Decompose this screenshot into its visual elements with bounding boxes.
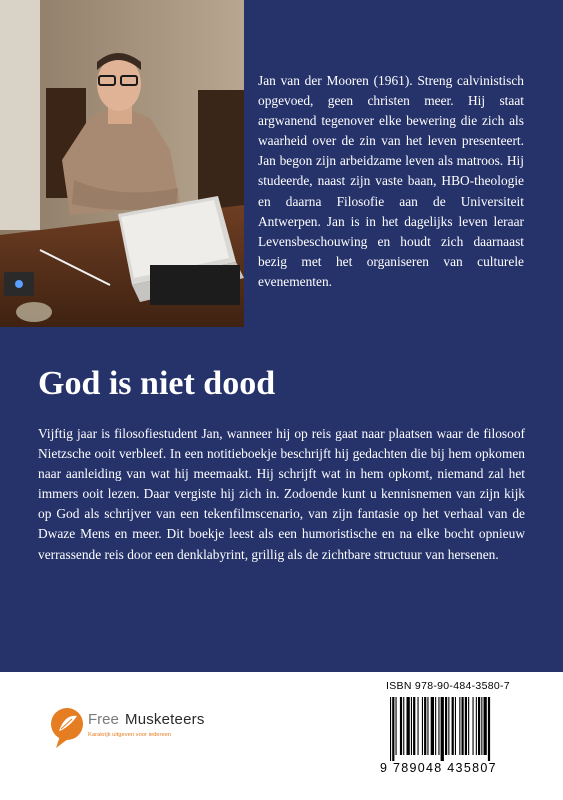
barcode-bar bbox=[459, 697, 460, 755]
barcode-bar bbox=[422, 697, 423, 755]
barcode-icon bbox=[388, 697, 528, 761]
author-photo bbox=[0, 0, 244, 327]
barcode-bar bbox=[441, 697, 444, 761]
author-bio: Jan van der Mooren (1961). Streng calvinistisch opgevoed, geen christen meer. Hij staat argwanend tegenover elke bewering die zich als waarheid over de zin van het leven presenteert. Jan begon zijn arbeidzame leven als matroos. Hij studeerde, naast zijn vaste baan, HBO-theologie en daarna Filosofie aan de Universiteit Antwerpen. Jan is in het dagelijks leven leraar Levensbeschouwing en houdt zich daarnaast bezig met het organiseren van culturele evenementen. bbox=[258, 73, 524, 289]
barcode-bar bbox=[476, 697, 477, 755]
barcode-bar bbox=[473, 697, 474, 755]
publisher-name-musketeers: Musketeers bbox=[125, 711, 205, 728]
barcode-bar bbox=[448, 697, 449, 755]
publisher-name-free: Free bbox=[88, 711, 119, 728]
isbn-barcode-box bbox=[380, 677, 537, 785]
barcode-bar bbox=[390, 697, 391, 761]
barcode-bar bbox=[431, 697, 434, 755]
barcode-bar bbox=[452, 697, 454, 755]
barcode-bar bbox=[488, 697, 490, 761]
feather-icon bbox=[48, 704, 88, 752]
barcode-bar bbox=[455, 697, 456, 755]
book-blurb: Vijftig jaar is filosofiestudent Jan, wanneer hij op reis gaat naar plaatsen waar de filosoof Nietzsche ooit verbleef. In een notitieboekje beschrijft hij gedachten die bij hem opkomen naar aanleiding van wat hij meemaakt. Hij schrijft wat in hem opkomt, niemand zal het immers ooit lezen. Daar vergiste hij zich in. Zodoende kunt u kennisnemen van zijn kijk op God als schrijver van een tekenfilmscenario, van zijn fantasie op het verhaal van de Dwaze Mens en meer. Dit boekje leest als een humoristische en na elke bocht opnieuw verrassende reis door een denklabyrint, grillig als de zichtbare structuur van hersenen. bbox=[38, 426, 525, 562]
barcode-bar bbox=[462, 697, 464, 755]
barcode-bar bbox=[438, 697, 439, 755]
barcode-bar bbox=[427, 697, 428, 755]
barcode-bar bbox=[424, 697, 426, 755]
barcode-bar bbox=[465, 697, 467, 755]
isbn-digits: 9 789048 435807 bbox=[380, 761, 497, 775]
barcode-bar bbox=[411, 697, 412, 755]
barcode-bar bbox=[400, 697, 402, 755]
publisher-tagline: Karakrijk uitgeven voor iedereen bbox=[88, 732, 172, 738]
barcode-bar bbox=[396, 697, 397, 755]
barcode-bar bbox=[435, 697, 436, 755]
barcode-bar bbox=[484, 697, 487, 755]
barcode-bar bbox=[392, 697, 394, 761]
publisher-logo bbox=[48, 704, 228, 754]
barcode-bar bbox=[413, 697, 415, 755]
barcode-bar bbox=[403, 697, 404, 755]
barcode-bar bbox=[445, 697, 447, 755]
barcode-bar bbox=[468, 697, 469, 755]
author-photo-illustration bbox=[0, 0, 244, 327]
isbn-label: ISBN 978-90-484-3580-7 bbox=[386, 680, 510, 692]
barcode-bar bbox=[478, 697, 480, 755]
barcode-bar bbox=[407, 697, 410, 755]
barcode-bar bbox=[481, 697, 482, 755]
book-title: God is niet dood bbox=[38, 365, 276, 402]
barcode-bar bbox=[418, 697, 419, 755]
